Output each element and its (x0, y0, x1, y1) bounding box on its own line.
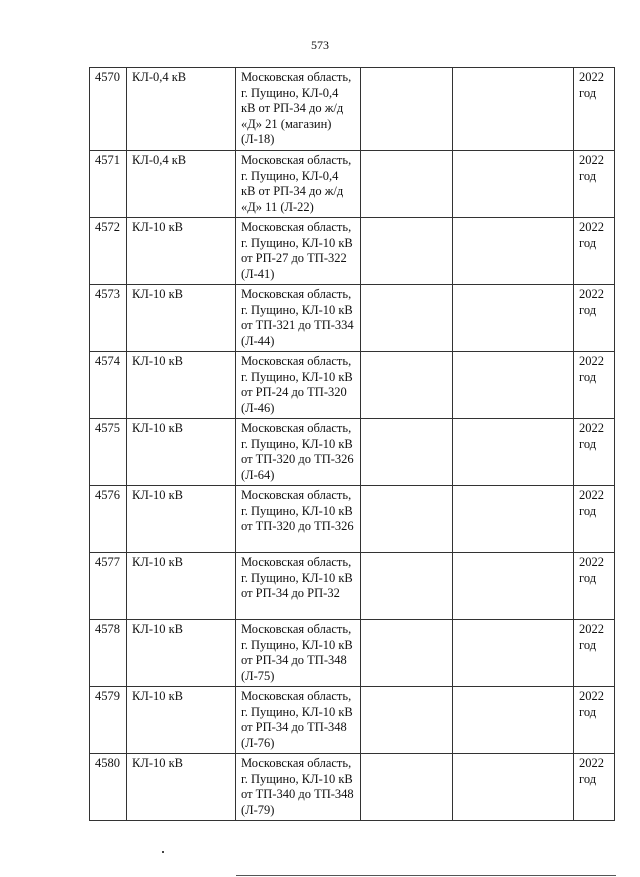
year-cell: 2022 год (574, 218, 615, 285)
location-cell: Московская область, г. Пущино, КЛ-10 кВ от ТП-320 до ТП-326 (Л-64) (236, 419, 361, 486)
empty-cell (361, 151, 453, 218)
empty-cell (361, 352, 453, 419)
row-number-cell: 4576 (90, 486, 127, 553)
location-cell: Московская область, г. Пущино, КЛ-10 кВ от РП-27 до ТП-322 (Л-41) (236, 218, 361, 285)
scan-speck (162, 851, 164, 853)
empty-cell (453, 218, 574, 285)
empty-cell (453, 151, 574, 218)
year-cell: 2022 год (574, 687, 615, 754)
row-number-cell: 4574 (90, 352, 127, 419)
line-type-cell: КЛ-10 кВ (127, 553, 236, 620)
row-number-cell: 4577 (90, 553, 127, 620)
empty-cell (453, 68, 574, 151)
empty-cell (361, 620, 453, 687)
year-cell: 2022 год (574, 553, 615, 620)
location-cell: Московская область, г. Пущино, КЛ-0,4 кВ от РП-34 до ж/д «Д» 11 (Л-22) (236, 151, 361, 218)
empty-cell (361, 486, 453, 553)
location-cell: Московская область, г. Пущино, КЛ-10 кВ от РП-24 до ТП-320 (Л-46) (236, 352, 361, 419)
table-row (90, 151, 615, 218)
table-row (90, 285, 615, 352)
location-cell: Московская область, г. Пущино, КЛ-10 кВ от ТП-340 до ТП-348 (Л-79) (236, 754, 361, 821)
location-cell: Московская область, г. Пущино, КЛ-10 кВ от РП-34 до РП-32 (236, 553, 361, 620)
empty-cell (361, 218, 453, 285)
year-cell: 2022 год (574, 754, 615, 821)
location-cell: Московская область, г. Пущино, КЛ-10 кВ от РП-34 до ТП-348 (Л-75) (236, 620, 361, 687)
empty-cell (453, 687, 574, 754)
empty-cell (453, 754, 574, 821)
empty-cell (361, 285, 453, 352)
empty-cell (361, 687, 453, 754)
line-type-cell: КЛ-10 кВ (127, 285, 236, 352)
year-cell: 2022 год (574, 285, 615, 352)
table-row (90, 754, 615, 821)
year-cell: 2022 год (574, 620, 615, 687)
row-number-cell: 4575 (90, 419, 127, 486)
table-row (90, 687, 615, 754)
location-cell: Московская область, г. Пущино, КЛ-10 кВ от РП-34 до ТП-348 (Л-76) (236, 687, 361, 754)
registry-rows (90, 68, 615, 821)
location-cell: Московская область, г. Пущино, КЛ-10 кВ от ТП-321 до ТП-334 (Л-44) (236, 285, 361, 352)
footer-rule (236, 875, 616, 876)
line-type-cell: КЛ-10 кВ (127, 620, 236, 687)
location-cell: Московская область, г. Пущино, КЛ-10 кВ от ТП-320 до ТП-326 (236, 486, 361, 553)
table-row (90, 352, 615, 419)
line-type-cell: КЛ-10 кВ (127, 352, 236, 419)
line-type-cell: КЛ-10 кВ (127, 218, 236, 285)
year-cell: 2022 год (574, 352, 615, 419)
line-type-cell: КЛ-10 кВ (127, 486, 236, 553)
empty-cell (453, 620, 574, 687)
year-cell: 2022 год (574, 151, 615, 218)
row-number-cell: 4570 (90, 68, 127, 151)
year-cell: 2022 год (574, 68, 615, 151)
year-cell: 2022 год (574, 419, 615, 486)
line-type-cell: КЛ-0,4 кВ (127, 151, 236, 218)
row-number-cell: 4572 (90, 218, 127, 285)
empty-cell (453, 419, 574, 486)
year-cell: 2022 год (574, 486, 615, 553)
table-row (90, 553, 615, 620)
table-row (90, 218, 615, 285)
empty-cell (361, 419, 453, 486)
row-number-cell: 4571 (90, 151, 127, 218)
empty-cell (453, 352, 574, 419)
line-type-cell: КЛ-10 кВ (127, 754, 236, 821)
registry-table (89, 67, 615, 821)
table-row (90, 620, 615, 687)
row-number-cell: 4579 (90, 687, 127, 754)
empty-cell (361, 754, 453, 821)
empty-cell (453, 285, 574, 352)
line-type-cell: КЛ-10 кВ (127, 687, 236, 754)
table-row (90, 486, 615, 553)
location-cell: Московская область, г. Пущино, КЛ-0,4 кВ от РП-34 до ж/д «Д» 21 (магазин) (Л-18) (236, 68, 361, 151)
row-number-cell: 4573 (90, 285, 127, 352)
empty-cell (453, 486, 574, 553)
line-type-cell: КЛ-10 кВ (127, 419, 236, 486)
empty-cell (361, 553, 453, 620)
row-number-cell: 4580 (90, 754, 127, 821)
table-row (90, 419, 615, 486)
table-row (90, 68, 615, 151)
page-number: 573 (311, 38, 329, 52)
empty-cell (361, 68, 453, 151)
line-type-cell: КЛ-0,4 кВ (127, 68, 236, 151)
empty-cell (453, 553, 574, 620)
row-number-cell: 4578 (90, 620, 127, 687)
